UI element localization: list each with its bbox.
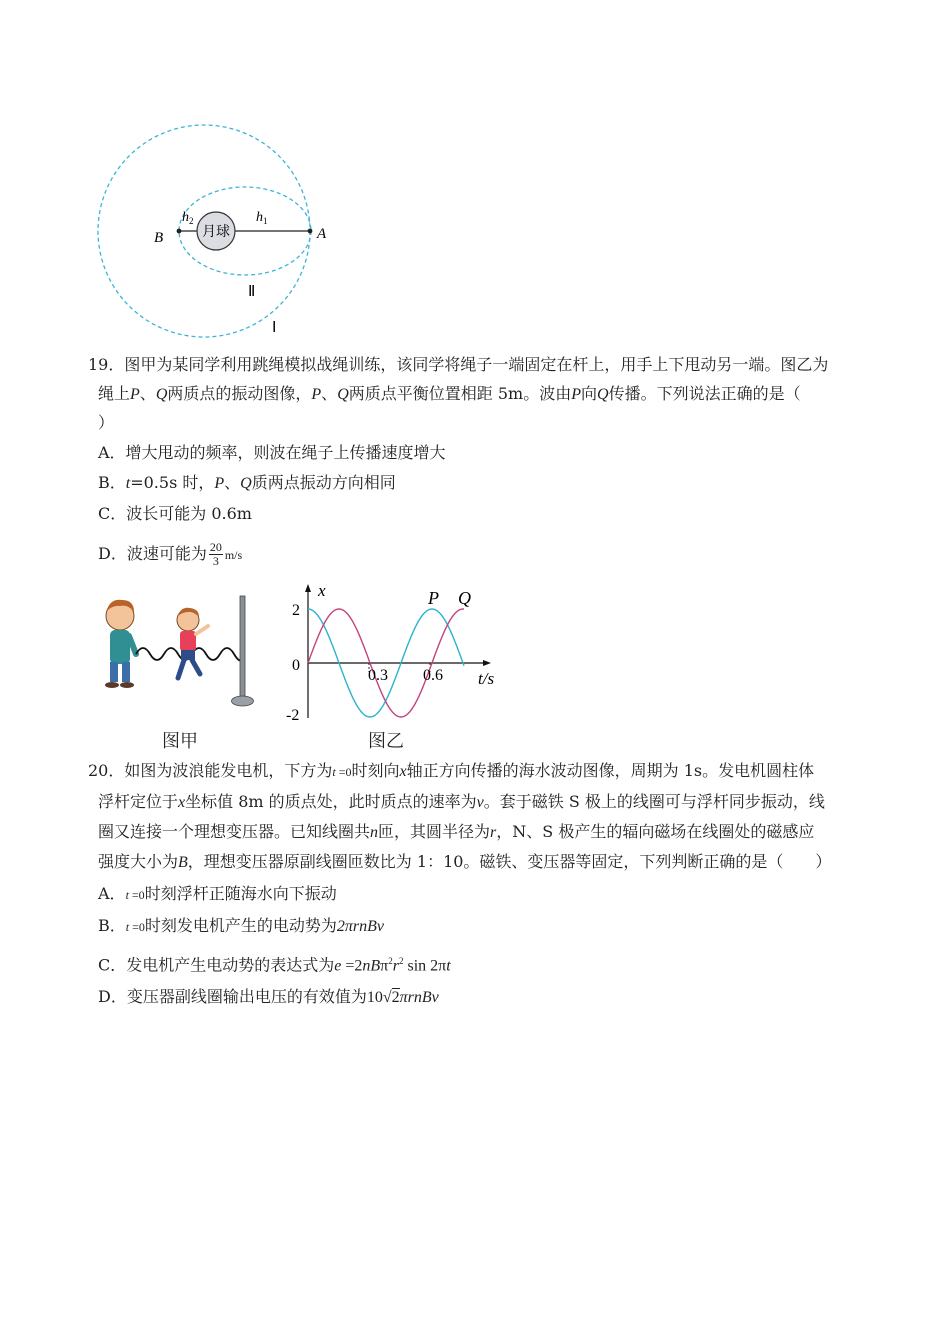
pole-base [232, 696, 254, 706]
boy-1-drawing [105, 600, 136, 688]
q20-option-b: B．t =0时刻发电机产生的电动势为2πrnBv [98, 916, 385, 935]
y-tick-2: 2 [292, 602, 300, 619]
sqrt-symbol: √ [382, 989, 392, 1006]
curve-q-label: Q [458, 588, 471, 608]
q19-line-1: 19．图甲为某同学利用跳绳模拟战绳训练，该同学将绳子一端固定在杆上，用手上下甩动另一端。图乙为 [88, 355, 829, 374]
x-tick-0-6: 0.6 [423, 667, 443, 684]
q19-option-b: B．t=0.5s 时，P、Q质两点振动方向相同 [98, 473, 396, 492]
figure-yi-graph [282, 582, 507, 724]
pole [240, 596, 245, 700]
curve-p-label: P [428, 588, 439, 608]
y-tick-minus-2: -2 [286, 707, 300, 724]
boy-2-drawing [177, 608, 208, 678]
x-tick-0-3: 0.3 [368, 667, 388, 684]
q20-option-d: D．变压器副线圈输出电压的有效值为10√2πrnBv [98, 987, 439, 1006]
q19-option-d: D．波速可能为 $\frac{20}{3}$ m/s [98, 540, 243, 568]
h1-label: $h_1$ [256, 210, 268, 226]
q19-option-a: A．增大甩动的频率，则波在绳子上传播速度增大 [98, 443, 446, 462]
caption-jia: 图甲 [162, 731, 198, 752]
q20-option-c: C．发电机产生电动势的表达式为$e =2nB\pi^2r^2$ sin 2πt [98, 955, 451, 975]
point-b-label: B [154, 230, 164, 246]
q19-line-3: ） [98, 413, 115, 432]
h2-label: $h_2$ [182, 210, 194, 226]
orbit-figure [90, 118, 340, 343]
q20-line-4: 强度大小为B，理想变压器原副线圈匝数比为 1：10。磁铁、变压器等固定，下列判断正确的是（ ） [98, 852, 832, 871]
orbit-1-label: Ⅰ [272, 320, 277, 336]
figure-jia-illustration [96, 590, 271, 715]
q20-line-1: 20．如图为波浪能发电机，下方为t =0时刻向x轴正方向传播的海水波动图像，周期为 1s。发电机圆柱体 [88, 761, 815, 780]
velocity-fraction: $\frac{20}{3}$ [209, 540, 222, 568]
point-a-label: A [317, 226, 327, 242]
q20-option-a: A．t =0时刻浮杆正随海水向下振动 [98, 884, 337, 903]
x-axis-arrow [483, 660, 491, 666]
point-a-dot [308, 229, 313, 234]
y-axis-arrow [305, 584, 311, 592]
q20-line-2: 浮杆定位于x坐标值 8m 的质点处，此时质点的速率为v。套于磁铁 S 极上的线圈可与浮杆同步振动，线 [98, 792, 825, 811]
caption-yi: 图乙 [368, 731, 404, 752]
y-axis-label: x [318, 582, 326, 600]
y-tick-0: 0 [292, 657, 300, 674]
x-axis-label: t/s [478, 669, 495, 688]
q19-line-2: 绳上P、Q两质点的振动图像，P、Q两质点平衡位置相距 5m。波由P向Q传播。下列说法正确的是（ [98, 384, 801, 403]
orbit-2-label: Ⅱ [248, 284, 256, 300]
q19-option-c: C．波长可能为 0.6m [98, 504, 252, 523]
q20-line-3: 圈又连接一个理想变压器。已知线圈共n匝，其圆半径为r，N、S 极产生的辐向磁场在线圈处的磁感应 [98, 822, 815, 841]
moon-label: 月球 [202, 224, 230, 240]
point-b-dot [177, 229, 182, 234]
